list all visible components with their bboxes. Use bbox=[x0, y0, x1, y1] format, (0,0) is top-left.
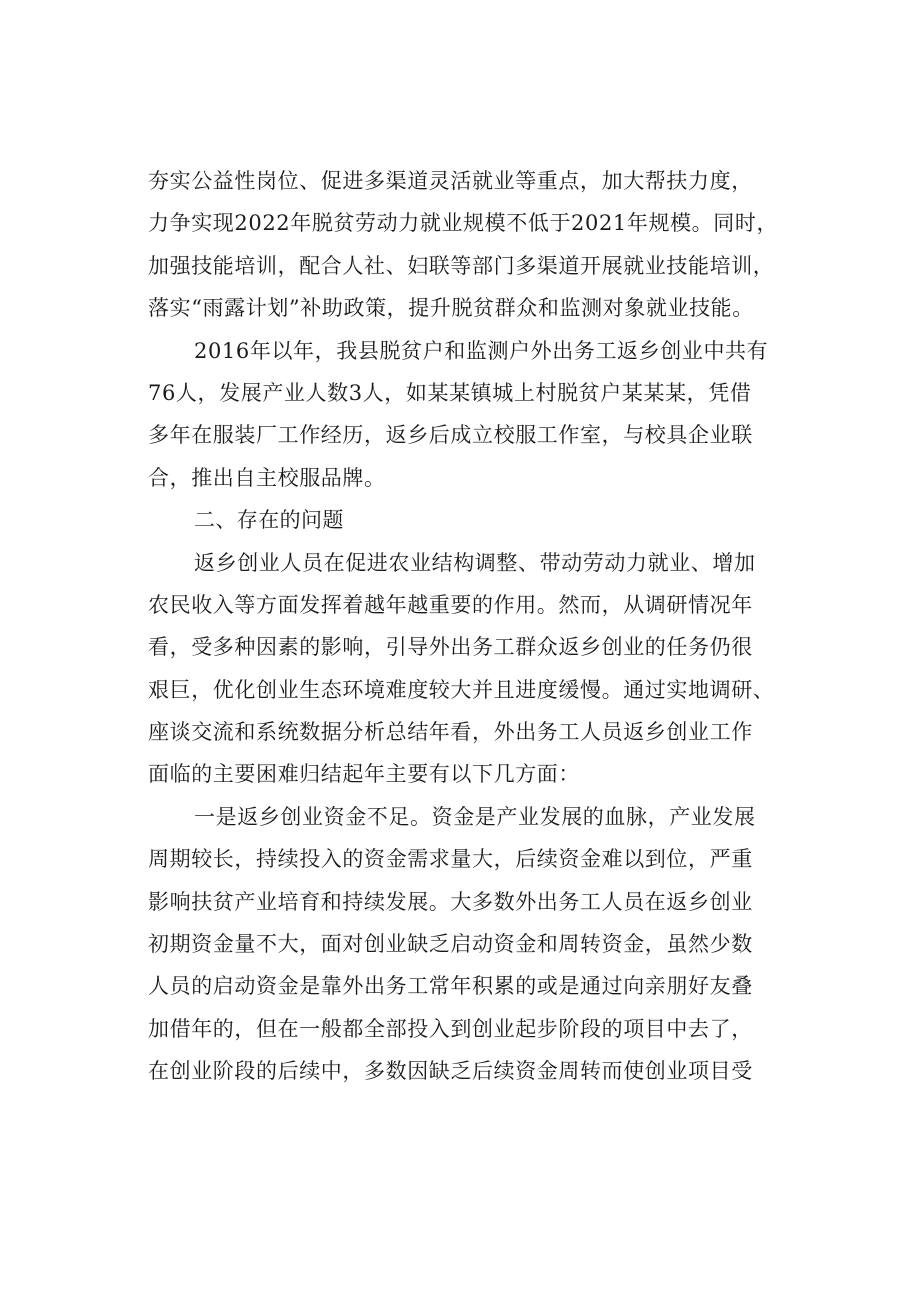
text-line: 在创业阶段的后续中，多数因缺乏后续资金周转而使创业项目受 bbox=[148, 1059, 753, 1084]
text-line: 周期较长，持续投入的资金需求量大，后续资金难以到位，严重 bbox=[148, 847, 753, 872]
paragraph-returnee-stats bbox=[148, 330, 828, 500]
paragraph-continued bbox=[148, 160, 828, 330]
section-heading: 二、存在的问题 bbox=[194, 508, 344, 533]
text-line: 多年在服装厂工作经历，返乡后成立校服工作室，与校具企业联 bbox=[148, 423, 753, 448]
text-line: 座谈交流和系统数据分析总结年看，外出务工人员返乡创业工作 bbox=[148, 720, 753, 745]
text-line: 76人，发展产业人数3人，如某某镇城上村脱贫户某某某，凭借 bbox=[148, 380, 752, 405]
text-line: 面临的主要困难归结起年主要有以下几方面： bbox=[148, 762, 580, 787]
text-line: 农民收入等方面发挥着越年越重要的作用。然而，从调研情况年 bbox=[148, 592, 753, 617]
text-line: 初期资金量不大，面对创业缺乏启动资金和周转资金，虽然少数 bbox=[148, 932, 753, 957]
text-line: 落实“雨露计划”补助政策，提升脱贫群众和监测对象就业技能。 bbox=[148, 296, 754, 321]
text-line: 人员的启动资金是靠外出务工常年积累的或是通过向亲朋好友叠 bbox=[148, 974, 753, 999]
paragraph-funding-shortage bbox=[148, 796, 828, 1093]
text-line: 返乡创业人员在促进农业结构调整、带动劳动力就业、增加 bbox=[194, 550, 756, 575]
document-body bbox=[148, 160, 828, 1093]
text-line: 力争实现2022年脱贫劳动力就业规模不低于2021年规模。同时， bbox=[148, 211, 779, 236]
text-line: 2016年以年，我县脱贫户和监测户外出务工返乡创业中共有 bbox=[194, 338, 769, 363]
text-line: 艰巨，优化创业生态环境难度较大并且进度缓慢。通过实地调研、 bbox=[148, 677, 775, 702]
paragraph-problems-intro bbox=[148, 542, 828, 796]
text-line: 看，受多种因素的影响，引导外出务工群众返乡创业的任务仍很 bbox=[148, 635, 753, 660]
text-line: 一是返乡创业资金不足。资金是产业发展的血脉，产业发展 bbox=[194, 804, 756, 829]
text-line: 影响扶贫产业培育和持续发展。大多数外出务工人员在返乡创业 bbox=[148, 889, 753, 914]
text-line: 合，推出自主校服品牌。 bbox=[148, 465, 386, 490]
text-line: 加借年的，但在一般都全部投入到创业起步阶段的项目中去了， bbox=[148, 1016, 753, 1041]
text-line: 加强技能培训，配合人社、妇联等部门多渠道开展就业技能培训， bbox=[148, 253, 775, 278]
text-line: 夯实公益性岗位、促进多渠道灵活就业等重点，加大帮扶力度， bbox=[148, 169, 753, 193]
